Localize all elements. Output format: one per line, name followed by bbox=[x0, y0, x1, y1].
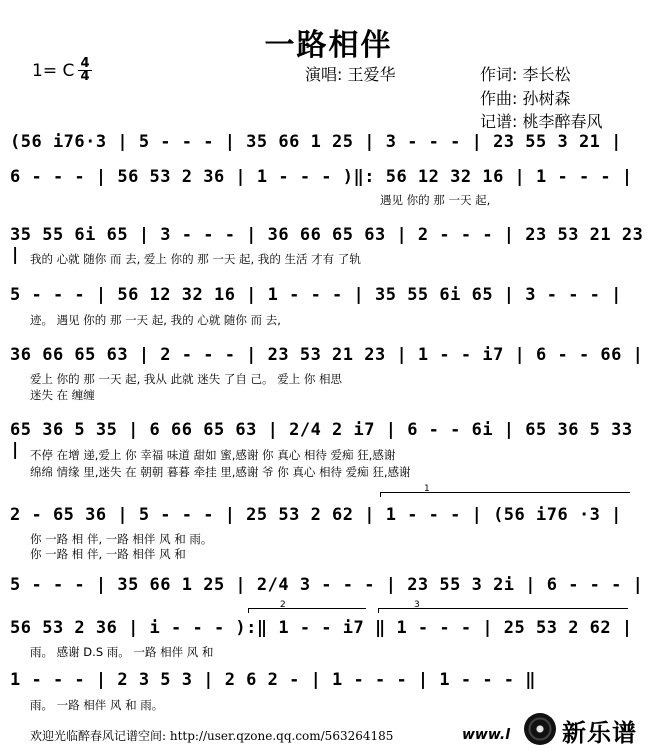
lyric-line: 爱上 你的 那 一天 起, 我从 此就 迷失 了自 己。 爱上 你 相思 bbox=[30, 372, 343, 386]
notation-line: 36 66 65 63 | 2 - - - | 23 53 21 23 | 1 - - i7 | 6 - - 66 | bbox=[10, 345, 644, 365]
lyric-line: 雨。 一路 相伴 风 和 雨。 bbox=[30, 698, 164, 712]
composer: 作曲: 孙树森 bbox=[480, 89, 571, 108]
footer-text: 欢迎光临醉春风记谱空间: http://user.qzone.qq.com/563264185 bbox=[30, 729, 394, 743]
notation-line: 35 55 6i 65 | 3 - - - | 36 66 65 63 | 2 - - - | 23 53 21 23 | bbox=[10, 225, 644, 265]
notation-line: 65 36 5 35 | 6 66 65 63 | 2/4 2 i7 | 6 - - 6i | 65 36 5 33 | bbox=[10, 420, 633, 460]
notation-line: 6 - - - | 56 53 2 36 | 1 - - - )‖: 56 12 32 16 | 1 - - - | bbox=[10, 167, 633, 187]
volta-tick bbox=[248, 608, 249, 613]
lyric-line: 遇见 你的 那 一天 起, bbox=[380, 193, 491, 207]
lyric-line: 雨。 感谢 D.S 雨。 一路 相伴 风 和 bbox=[30, 645, 214, 659]
volta-bracket bbox=[248, 608, 366, 609]
notation-line: 2 - 65 36 | 5 - - - | 25 53 2 62 | 1 - - - | (56 i76 ·3 | bbox=[10, 505, 622, 525]
lyric-line: 迷失 在 缠缠 bbox=[30, 388, 95, 402]
watermark-url: www.l bbox=[462, 727, 511, 743]
song-title: 一路相伴 bbox=[264, 28, 393, 63]
logo-text: 新乐谱 bbox=[562, 719, 637, 747]
time-signature-bottom: 4 bbox=[78, 70, 92, 83]
transcriber: 记谱: 桃李醉春风 bbox=[480, 112, 603, 131]
key-signature: 1= C bbox=[32, 61, 75, 81]
volta-number: 3 bbox=[414, 600, 420, 610]
vinyl-disc-icon bbox=[524, 713, 556, 745]
volta-number: 2 bbox=[280, 600, 286, 610]
lyric-line: 你 一路 相 伴, 一路 相伴 风 和 bbox=[30, 547, 186, 561]
notation-line: 5 - - - | 56 12 32 16 | 1 - - - | 35 55 6i 65 | 3 - - - | bbox=[10, 285, 622, 305]
time-signature-top: 4 bbox=[80, 56, 90, 71]
time-signature bbox=[78, 58, 92, 83]
notation-line: 1 - - - | 2 3 5 3 | 2 6 2 - | 1 - - - | 1 - - - ‖ bbox=[10, 670, 537, 690]
notation-line: (56 i76·3 | 5 - - - | 35 66 1 25 | 3 - - - | 23 55 3 21 | bbox=[10, 132, 622, 152]
lyric-line: 你 一路 相 伴, 一路 相伴 风 和 雨。 bbox=[30, 532, 213, 546]
volta-number: 1 bbox=[424, 484, 430, 494]
performer: 演唱: 王爱华 bbox=[305, 65, 396, 84]
volta-tick bbox=[378, 608, 379, 613]
lyric-line: 我的 心就 随你 而 去, 爱上 你的 那 一天 起, 我的 生活 才有 了轨 bbox=[30, 252, 361, 266]
lyric-line: 绵绵 情缘 里,迷失 在 朝朝 暮暮 牵挂 里,感谢 爷 你 真心 相待 爱痴 狂,感谢 bbox=[30, 465, 411, 479]
lyric-line: 迹。 遇见 你的 那 一天 起, 我的 心就 随你 而 去, bbox=[30, 313, 281, 327]
notation-line: 56 53 2 36 | i - - - ):‖ 1 - - i7 ‖ 1 - - - | 25 53 2 62 | bbox=[10, 618, 633, 638]
lyric-line: 不停 在增 递,爱上 你 幸福 味道 甜如 蜜,感谢 你 真心 相待 爱痴 狂,感谢 bbox=[30, 448, 396, 462]
volta-bracket bbox=[380, 492, 630, 493]
lyricist: 作词: 李长松 bbox=[480, 65, 571, 84]
notation-line: 5 - - - | 35 66 1 25 | 2/4 3 - - - | 23 55 3 2i | 6 - - - | bbox=[10, 575, 644, 595]
site-logo bbox=[520, 708, 650, 750]
volta-tick bbox=[380, 492, 381, 497]
